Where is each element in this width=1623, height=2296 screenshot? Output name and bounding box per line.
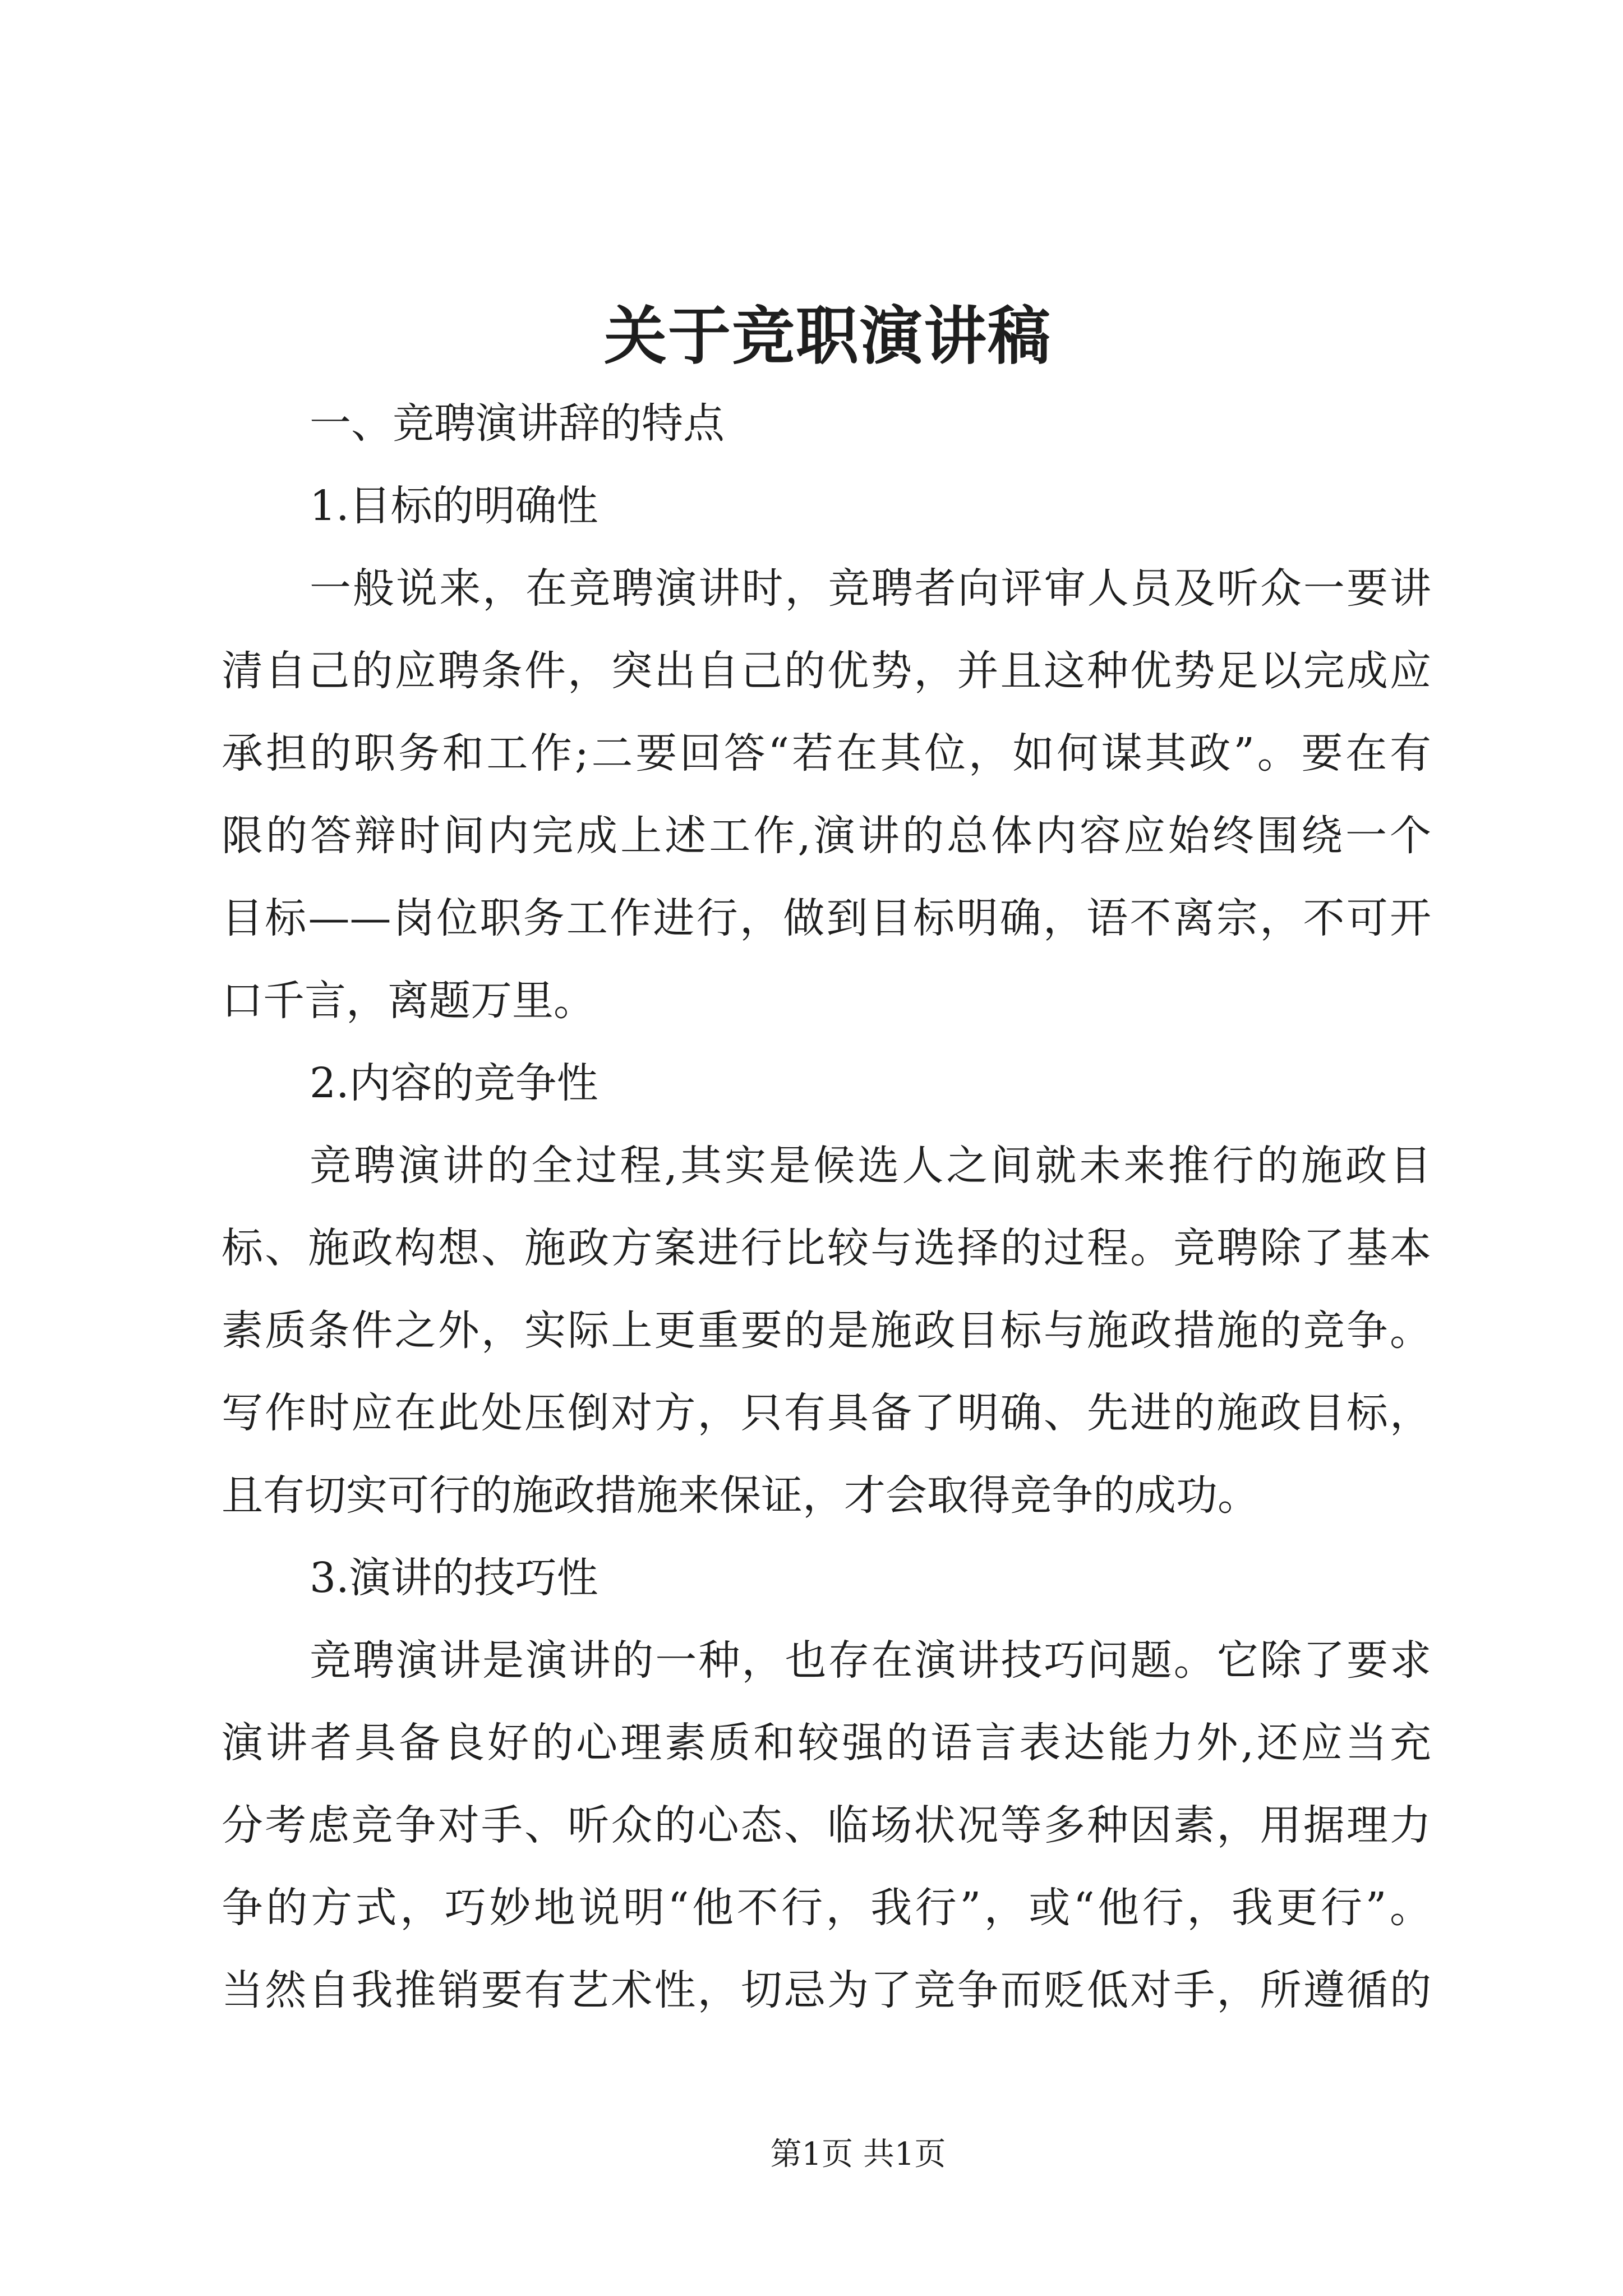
point-section-3	[222, 1537, 1431, 2032]
paragraph-line: 限的答辩时间内完成上述工作,演讲的总体内容应始终围绕一个	[222, 812, 1431, 860]
paragraph-line: 竞聘演讲的全过程,其实是候选人之间就未来推行的施政目	[310, 1142, 1431, 1190]
paragraph-line: 争的方式，巧妙地说明“他不行，我行”，或“他行，我更行”。	[222, 1884, 1431, 1932]
paragraph-line: 竞聘演讲是演讲的一种，也存在演讲技巧问题。它除了要求	[310, 1636, 1431, 1685]
point-heading: 1.目标的明确性	[310, 482, 598, 530]
section-heading: 一、竞聘演讲辞的特点	[310, 399, 725, 448]
paragraph-line: 写作时应在此处压倒对方，只有具备了明确、先进的施政目标，	[222, 1389, 1431, 1437]
paragraph-line: 目标——岗位职务工作进行，做到目标明确，语不离宗，不可开	[222, 894, 1431, 942]
point-section-1	[222, 465, 1431, 1042]
point-section-2	[222, 1042, 1431, 1537]
paragraph-line: 分考虑竞争对手、听众的心态、临场状况等多种因素，用据理力	[222, 1801, 1431, 1849]
page-footer: 第1页 共1页	[770, 2136, 946, 2173]
document-body	[222, 383, 1431, 2032]
point-heading: 3.演讲的技巧性	[310, 1554, 598, 1602]
paragraph-line: 一般说来，在竞聘演讲时，竞聘者向评审人员及听众一要讲	[310, 564, 1431, 613]
paragraph-line: 素质条件之外，实际上更重要的是施政目标与施政措施的竞争。	[222, 1306, 1431, 1355]
paragraph-line: 当然自我推销要有艺术性，切忌为了竞争而贬低对手，所遵循的	[222, 1966, 1431, 2014]
paragraph-line: 口千言，离题万里。	[222, 977, 595, 1025]
paragraph-line: 且有切实可行的施政措施来保证，才会取得竞争的成功。	[222, 1471, 1259, 1520]
paragraph-line: 清自己的应聘条件，突出自己的优势，并且这种优势足以完成应	[222, 647, 1431, 695]
document-title: 关于竞职演讲稿	[604, 300, 1052, 373]
paragraph-line: 演讲者具备良好的心理素质和较强的语言表达能力外,还应当充	[222, 1719, 1431, 1767]
paragraph-line: 承担的职务和工作;二要回答“若在其位，如何谋其政”。要在有	[222, 729, 1431, 777]
paragraph-line: 标、施政构想、施政方案进行比较与选择的过程。竞聘除了基本	[222, 1224, 1431, 1272]
point-heading: 2.内容的竞争性	[310, 1059, 598, 1107]
